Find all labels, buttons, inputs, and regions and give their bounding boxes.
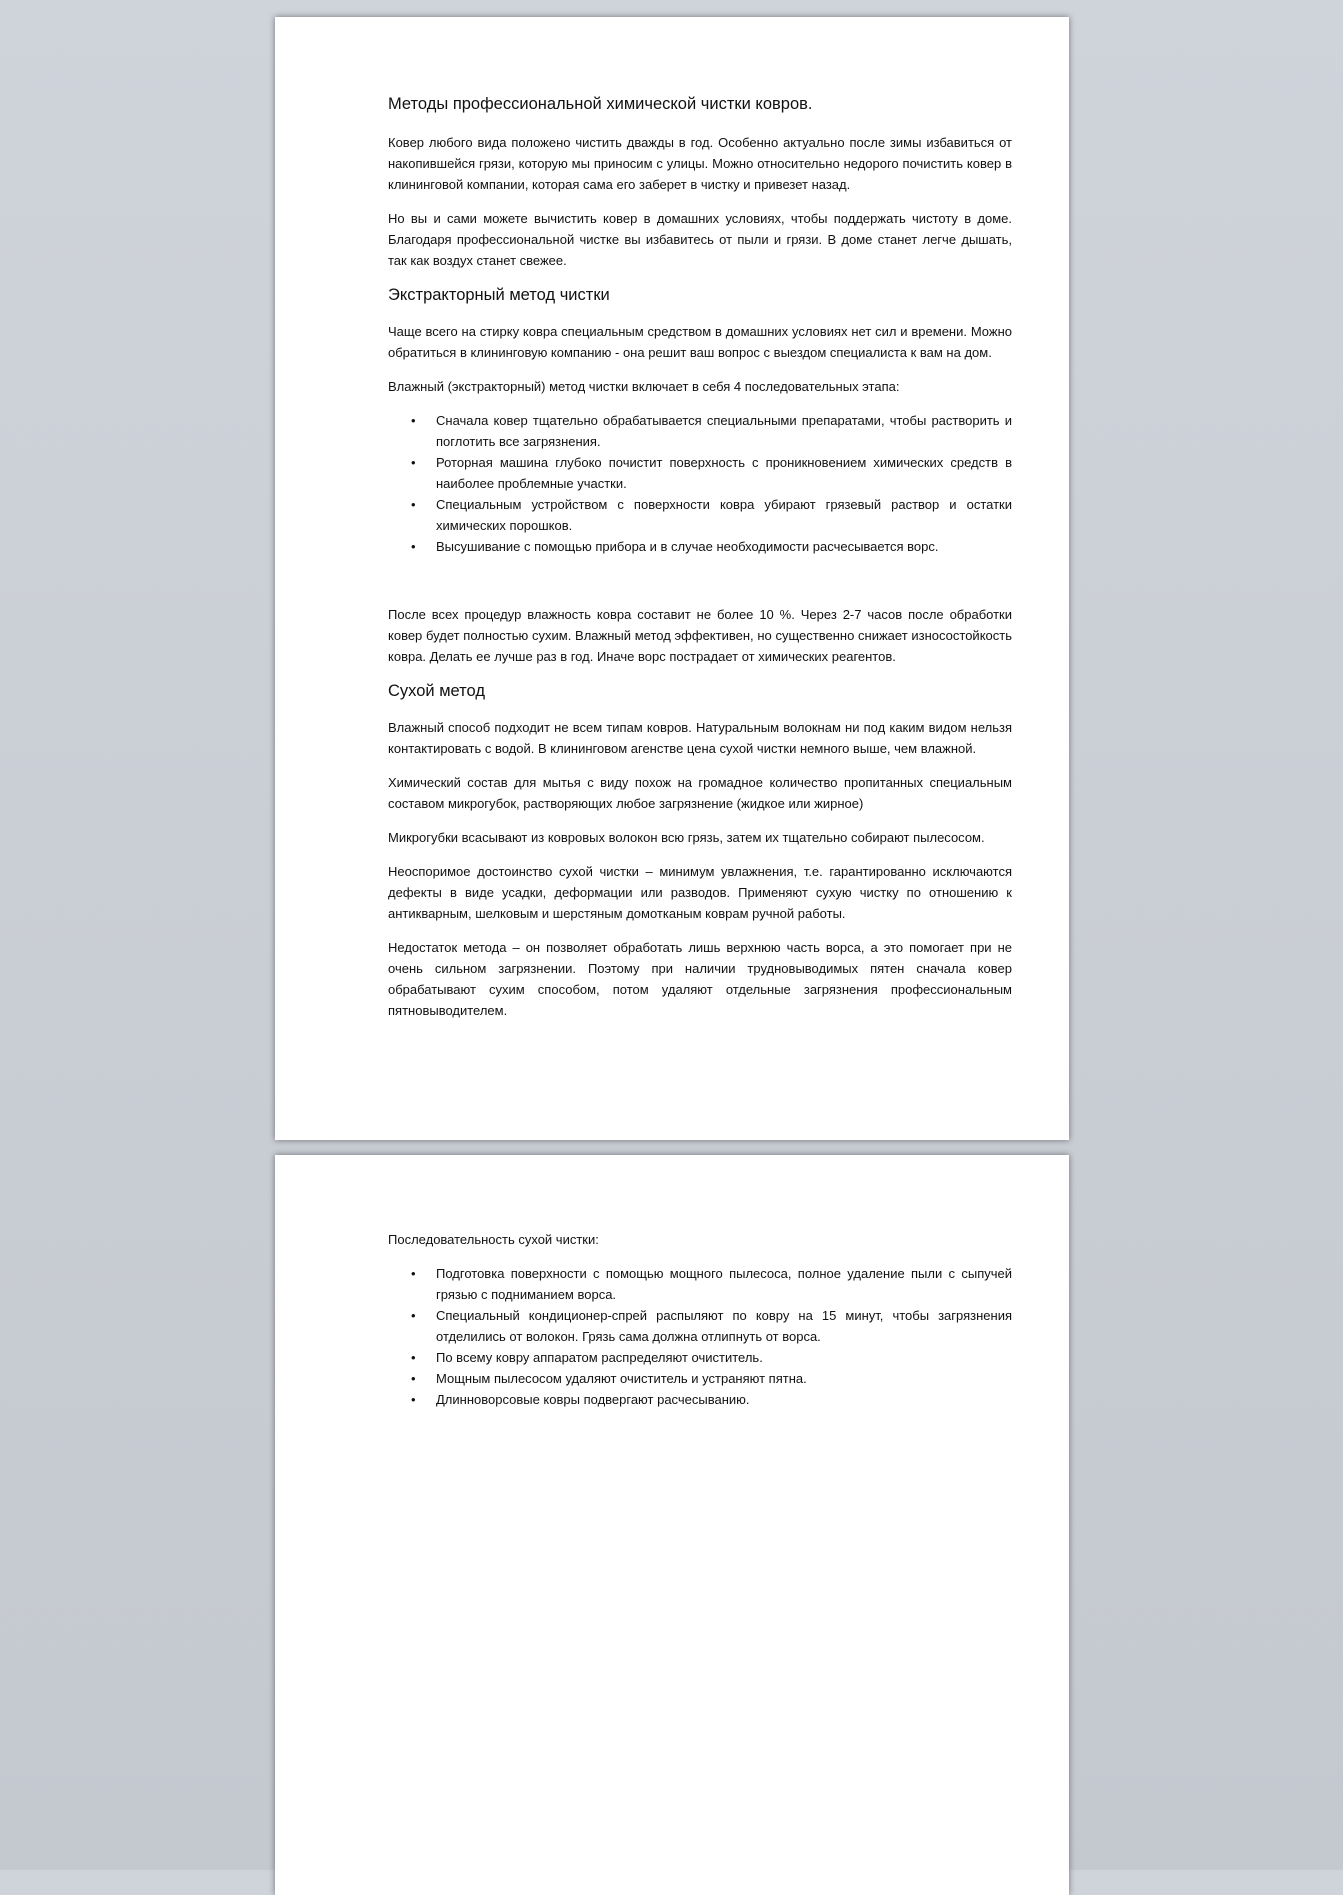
bullet-icon: • xyxy=(411,539,416,554)
dry-paragraph-5: Недостаток метода – он позволяет обработать лишь верхнюю часть ворса, а это помогает при не очень сильном загрязнении. Поэтому при наличии трудновыводимых пятен сначала ковер обрабатывают сухим способом, потом удаляют отдельные загрязнения профессиональным пятновыводителем. xyxy=(388,940,1012,1018)
bullet-icon: • xyxy=(411,1371,416,1386)
bullet-icon: • xyxy=(411,1392,416,1407)
list-item: • Специальный кондиционер-спрей распыляют по ковру на 15 минут, чтобы загрязнения отделились от волокон. Грязь сама должна отлипнуть от ворса. xyxy=(436,1305,1012,1347)
page-2-content xyxy=(388,1229,1012,1423)
page-1-content xyxy=(388,93,1012,1034)
bullet-icon: • xyxy=(411,1266,416,1281)
bullet-icon: • xyxy=(411,497,416,512)
dry-paragraph-1: Влажный способ подходит не всем типам ковров. Натуральным волокнам ни под каким видом нельзя контактировать с водой. В клининговом агенстве цена сухой чистки немного выше, чем влажной. xyxy=(388,720,1012,756)
extraction-steps-list xyxy=(388,410,1012,557)
bullet-icon: • xyxy=(411,1308,416,1323)
empty-paragraph xyxy=(388,570,1012,604)
list-item: • Сначала ковер тщательно обрабатывается специальными препаратами, чтобы растворить и поглотить все загрязнения. xyxy=(436,410,1012,452)
list-item: • По всему ковру аппаратом распределяют очиститель. xyxy=(436,1347,1012,1368)
list-item: • Мощным пылесосом удаляют очиститель и устраняют пятна. xyxy=(436,1368,1012,1389)
list-item: • Высушивание с помощью прибора и в случае необходимости расчесывается ворс. xyxy=(436,536,1012,557)
heading-extraction-method: Экстракторный метод чистки xyxy=(388,286,610,304)
dry-paragraph-2: Химический состав для мытья с виду похож на громадное количество пропитанных специальным составом микрогубок, растворяющих любое загрязнение (жидкое или жирное) xyxy=(388,775,1012,811)
list-item: • Специальным устройством с поверхности ковра убирают грязевый раствор и остатки химических порошков. xyxy=(436,494,1012,536)
document-page-2[interactable] xyxy=(275,1155,1069,1895)
bullet-icon: • xyxy=(411,413,416,428)
list-item: • Длинноворсовые ковры подвергают расчесыванию. xyxy=(436,1389,1012,1410)
intro-paragraph-2: Но вы и сами можете вычистить ковер в домашних условиях, чтобы поддержать чистоту в доме. Благодаря профессиональной чистке вы избавитесь от пыли и грязи. В доме станет легче дышать, так как воздух станет свежее. xyxy=(388,211,1012,268)
extraction-paragraph-2: Влажный (экстракторный) метод чистки включает в себя 4 последовательных этапа: xyxy=(388,379,900,394)
document-title: Методы профессиональной химической чистки ковров. xyxy=(388,95,813,113)
dry-paragraph-3: Микрогубки всасывают из ковровых волокон всю грязь, затем их тщательно собирают пылесосом. xyxy=(388,830,985,845)
extraction-paragraph-1: Чаще всего на стирку ковра специальным средством в домашних условиях нет сил и времени. Можно обратиться в клининговую компанию - она решит ваш вопрос с выездом специалиста к вам на дом. xyxy=(388,324,1012,360)
bullet-icon: • xyxy=(411,455,416,470)
dry-paragraph-4: Неоспоримое достоинство сухой чистки – минимум увлажнения, т.е. гарантированно исключаются дефекты в виде усадки, деформации или разводов. Применяют сухую чистку по отношению к антикварным, шелковым и шерстяным домотканым коврам ручной работы. xyxy=(388,864,1012,921)
dry-steps-list xyxy=(388,1263,1012,1410)
dry-sequence-intro: Последовательность сухой чистки: xyxy=(388,1232,599,1247)
list-item: • Подготовка поверхности с помощью мощного пылесоса, полное удаление пыли с сыпучей грязью с подниманием ворса. xyxy=(436,1263,1012,1305)
intro-paragraph-1: Ковер любого вида положено чистить дважды в год. Особенно актуально после зимы избавиться от накопившейся грязи, которую мы приносим с улицы. Можно относительно недорого почистить ковер в клининговой компании, которая сама его заберет в чистку и привезет назад. xyxy=(388,135,1012,192)
bullet-icon: • xyxy=(411,1350,416,1365)
list-item: • Роторная машина глубоко почистит поверхность с проникновением химических средств в наиболее проблемные участки. xyxy=(436,452,1012,494)
heading-dry-method: Сухой метод xyxy=(388,682,485,700)
document-page-1[interactable] xyxy=(275,17,1069,1140)
extraction-paragraph-3: После всех процедур влажность ковра составит не более 10 %. Через 2-7 часов после обработки ковер будет полностью сухим. Влажный метод эффективен, но существенно снижает износостойкость ковра. Делать ее лучше раз в год. Иначе ворс пострадает от химических реагентов. xyxy=(388,607,1012,664)
